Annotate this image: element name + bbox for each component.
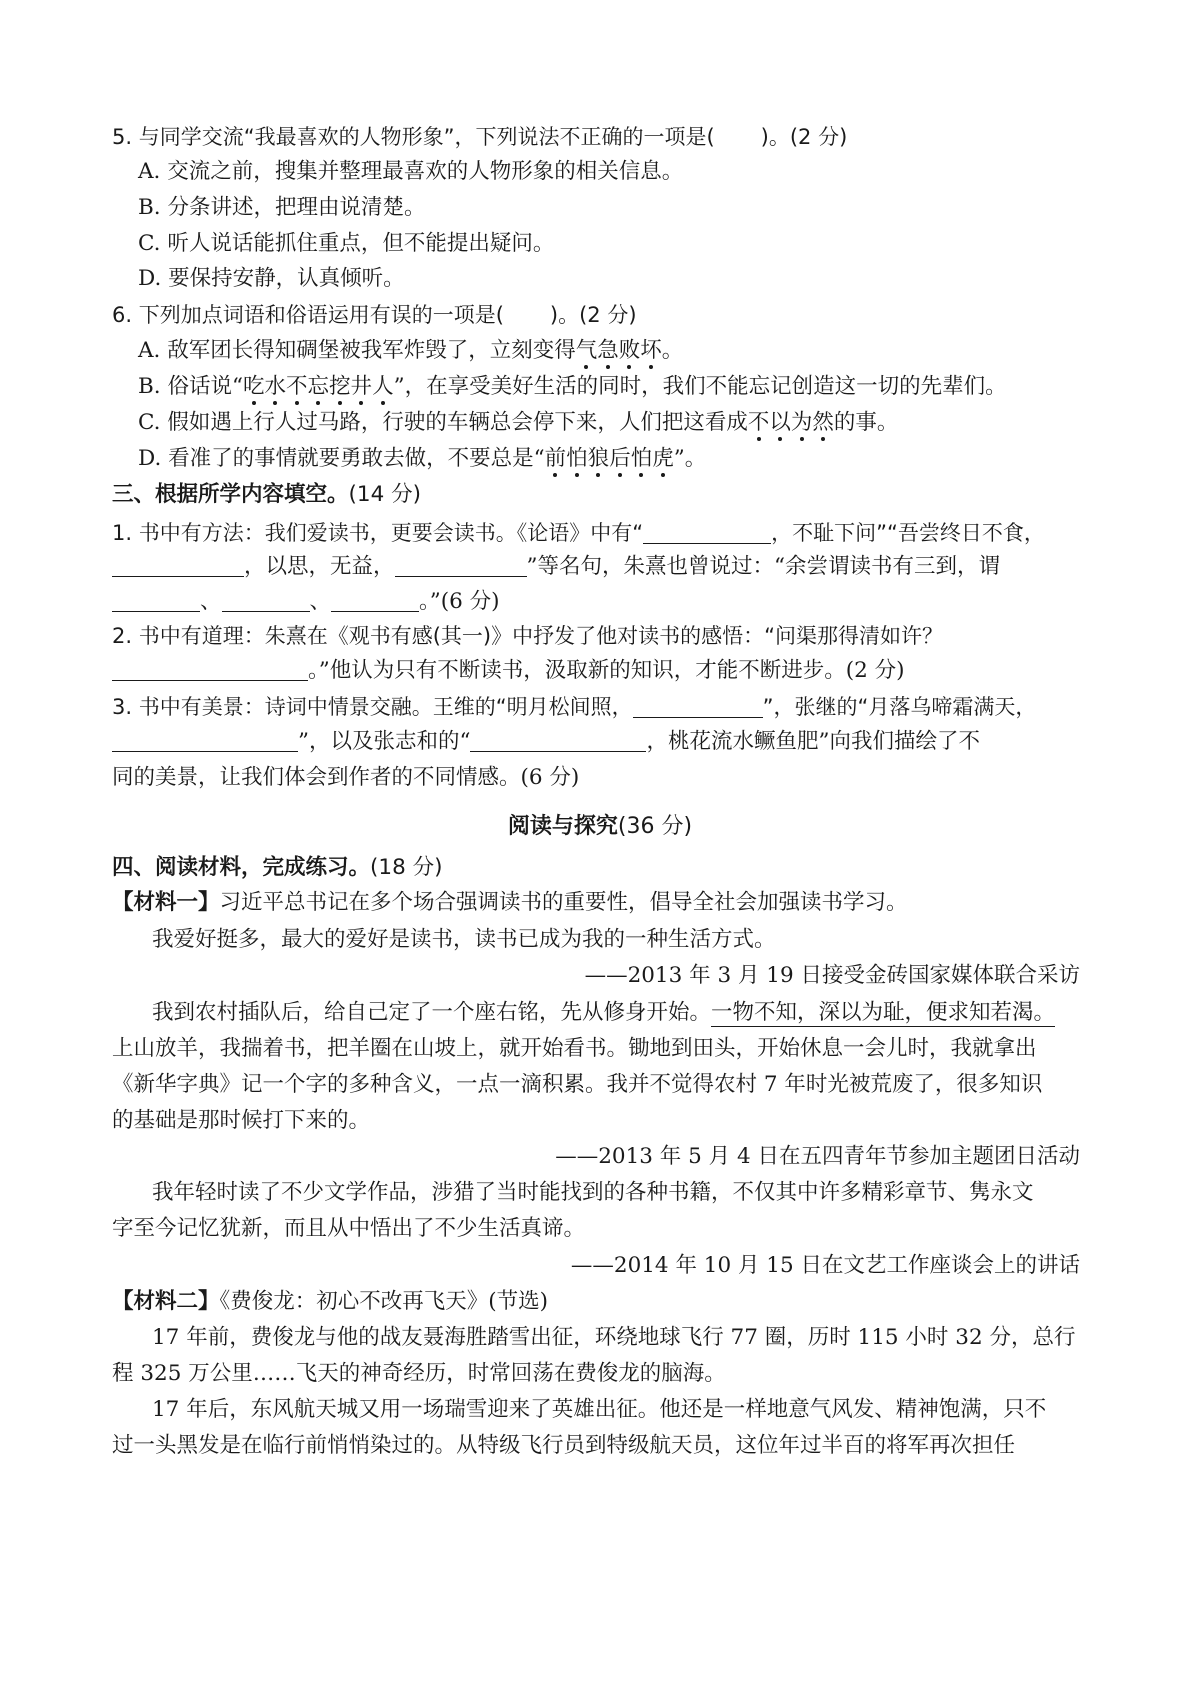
material-1-quote-2-line3: 《新华字典》记一个字的多种含义，一点一滴积累。我并不觉得农村 7 年时光被荒废了，很多知识: [112, 1072, 1043, 1097]
emphasis-dot-char: 挖: [329, 374, 351, 399]
question-text: 。”他认为只有不断读书，汲取新的知识，才能不断进步。(2 分): [308, 658, 905, 683]
q6-option-c: [138, 408, 898, 438]
emphasis-dot-char: 不: [286, 374, 308, 399]
answer-blank[interactable]: [331, 587, 419, 612]
material-label: 【材料一】: [112, 890, 220, 915]
emphasis-dot-char: 坏: [640, 338, 662, 363]
answer-blank[interactable]: [222, 587, 310, 612]
question-text: ”，张继的“月落乌啼霜满天，: [762, 695, 1037, 719]
question-text: ，不耻下问”“吾尝终日不食，: [771, 521, 1045, 545]
question-6-points: )。(2 分): [549, 303, 637, 327]
section-points: (18 分): [370, 855, 443, 880]
question-text: 。”(6 分): [419, 589, 500, 614]
material-1-quote-2-line4: 的基础是那时候打下来的。: [112, 1108, 371, 1133]
reading-title: 阅读与探究: [507, 814, 618, 839]
material-1-quote-2-line2: 上山放羊，我揣着书，把羊圈在山坡上，就开始看书。锄地到田头，开始休息一会儿时，我就拿出: [112, 1036, 1037, 1061]
material-1-quote-1: 我爱好挺多，最大的爱好是读书，读书已成为我的一种生活方式。: [152, 927, 776, 952]
emphasis-dot-char: 狼: [587, 446, 610, 471]
material-1-source-2: ——2013 年 5 月 4 日在五四青年节参加主题团日活动: [555, 1144, 1080, 1169]
question-text: 3. 书中有美景：诗词中情景交融。王维的“明月松间照，: [112, 695, 633, 719]
answer-blank[interactable]: [112, 656, 308, 681]
q6-option-a: [138, 336, 683, 366]
emphasis-dot-char: 后: [609, 446, 631, 471]
dotted-term: [545, 446, 674, 471]
material-2-p1-line2: 程 325 万公里……飞天的神奇经历，时常回荡在费俊龙的脑海。: [112, 1361, 726, 1386]
material-text: 习近平总书记在多个场合强调读书的重要性，倡导全社会加强读书学习。: [219, 890, 908, 915]
fill-q3-line3: 同的美景，让我们体会到作者的不同情感。(6 分): [112, 765, 580, 790]
emphasis-dot-char: 水: [264, 374, 286, 399]
section-title: 三、根据所学内容填空。: [112, 482, 349, 507]
answer-blank[interactable]: [112, 587, 200, 612]
fill-q1-line2: [112, 552, 1000, 582]
option-text: ”。: [673, 446, 707, 471]
dotted-term: [748, 410, 834, 435]
question-text: 、: [200, 589, 222, 614]
emphasis-dot-char: 虎: [652, 446, 674, 471]
material-title: 《费俊龙：初心不改再飞天》(节选): [219, 1289, 549, 1314]
material-2-heading: [112, 1287, 548, 1317]
option-text: C. 假如遇上行人过马路，行驶的车辆总会停下来，人们把这看成: [138, 410, 748, 435]
material-2-p2-line2: 过一头黑发是在临行前悄悄染过的。从特级飞行员到特级航天员，这位年过半百的将军再次担任: [112, 1433, 1016, 1458]
dotted-term: [576, 338, 662, 363]
emphasis-dot-char: 前: [544, 446, 567, 471]
q5-option-a: A. 交流之前，搜集并整理最喜欢的人物形象的相关信息。: [138, 159, 684, 184]
question-5-text: 5. 与同学交流“我最喜欢的人物形象”，下列说法不正确的一项是(: [112, 125, 715, 149]
emphasis-dot-char: 急: [597, 338, 619, 363]
option-text: A. 敌军团长得知碉堡被我军炸毁了，立刻变得: [138, 338, 576, 363]
emphasis-dot-char: 怕: [566, 446, 588, 471]
emphasis-dot-char: 气: [575, 338, 598, 363]
emphasis-dot-char: 怕: [630, 446, 653, 471]
question-text: 、: [309, 589, 332, 614]
emphasis-dot-char: 不: [747, 410, 770, 435]
option-text: 的事。: [833, 410, 899, 435]
section-3-heading: [112, 480, 421, 510]
dotted-term: [243, 374, 394, 399]
question-6-text: 6. 下列加点词语和俗语运用有误的一项是(: [112, 303, 504, 327]
material-2-p1-line1: 17 年前，费俊龙与他的战友聂海胜踏雪出征，环绕地球飞行 77 圈，历时 115 小时 32 分，总行: [152, 1325, 1076, 1350]
question-5-stem: [112, 122, 847, 152]
q6-option-d: [138, 444, 706, 474]
material-label: 【材料二】: [112, 1289, 220, 1314]
material-1-quote-2-line1: [152, 998, 1055, 1028]
emphasis-dot-char: 然: [812, 410, 834, 435]
section-4-heading: [112, 853, 442, 883]
emphasis-dot-char: 吃: [242, 374, 265, 399]
question-5-points: )。(2 分): [760, 125, 848, 149]
answer-blank[interactable]: [470, 727, 646, 752]
answer-blank[interactable]: [112, 552, 244, 577]
reading-points: (36 分): [617, 814, 693, 839]
emphasis-dot-char: 井: [350, 374, 373, 399]
emphasis-dot-char: 为: [790, 410, 813, 435]
emphasis-dot-char: 忘: [307, 374, 330, 399]
material-1-quote-3-line1: 我年轻时读了不少文学作品，涉猎了当时能找到的各种书籍，不仅其中许多精彩章节、隽永文: [152, 1180, 1034, 1205]
option-text: B. 俗话说“: [138, 374, 243, 399]
answer-blank[interactable]: [633, 693, 763, 718]
material-1-quote-3-line2: 字至今记忆犹新，而且从中悟出了不少生活真谛。: [112, 1216, 586, 1241]
option-text: D. 看准了的事情就要勇敢去做，不要总是“: [138, 446, 545, 471]
section-points: (14 分): [348, 482, 421, 507]
q5-option-d: D. 要保持安静，认真倾听。: [138, 266, 405, 291]
material-1-intro: [112, 888, 908, 918]
fill-q3-line1: [112, 692, 1036, 722]
option-text: 。: [661, 338, 684, 363]
emphasis-dot-char: 败: [618, 338, 641, 363]
question-6-stem: [112, 300, 637, 330]
question-text: 1. 书中有方法：我们爱读书，更要会读书。《论语》中有“: [112, 521, 644, 545]
option-text: ”，在享受美好生活的同时，我们不能忘记创造这一切的先辈们。: [393, 374, 1007, 399]
fill-q2-line2: [112, 656, 905, 686]
underlined-sentence: 一物不知，深以为耻，便求知若渴。: [711, 1000, 1056, 1025]
fill-q1-line3: [112, 587, 500, 617]
q5-option-b: B. 分条讲述，把理由说清楚。: [138, 195, 426, 220]
section-title: 四、阅读材料，完成练习。: [112, 855, 371, 880]
answer-blank[interactable]: [395, 552, 527, 577]
question-text: ，桃花流水鳜鱼肥”向我们描绘了不: [646, 729, 980, 754]
fill-q2-line1: 2. 书中有道理：朱熹在《观书有感(其一)》中抒发了他对读书的感悟：“问渠那得清如许？: [112, 624, 943, 648]
answer-blank[interactable]: [643, 519, 771, 544]
material-2-p2-line1: 17 年后，东风航天城又用一场瑞雪迎来了英雄出征。他还是一样地意气风发、精神饱满，只不: [152, 1397, 1047, 1422]
reading-section-heading: [0, 812, 1200, 842]
material-text: 我到农村插队后，给自己定了一个座右铭，先从修身开始。: [152, 1000, 712, 1025]
fill-q3-line2: [112, 727, 980, 757]
fill-q1-line1: [112, 518, 1045, 548]
q5-option-c: C. 听人说话能抓住重点，但不能提出疑问。: [138, 231, 555, 256]
material-1-source-1: ——2013 年 3 月 19 日接受金砖国家媒体联合采访: [584, 963, 1080, 988]
q6-option-b: [138, 372, 1007, 402]
emphasis-dot-char: 人: [372, 374, 394, 399]
question-text: ”，以及张志和的“: [298, 729, 471, 754]
material-1-source-3: ——2014 年 10 月 15 日在文艺工作座谈会上的讲话: [570, 1253, 1080, 1278]
emphasis-dot-char: 以: [769, 410, 791, 435]
question-text: ”等名句，朱熹也曾说过：“余尝谓读书有三到，谓: [526, 554, 1001, 579]
answer-blank[interactable]: [112, 727, 298, 752]
question-text: ，以思，无益，: [244, 554, 395, 579]
